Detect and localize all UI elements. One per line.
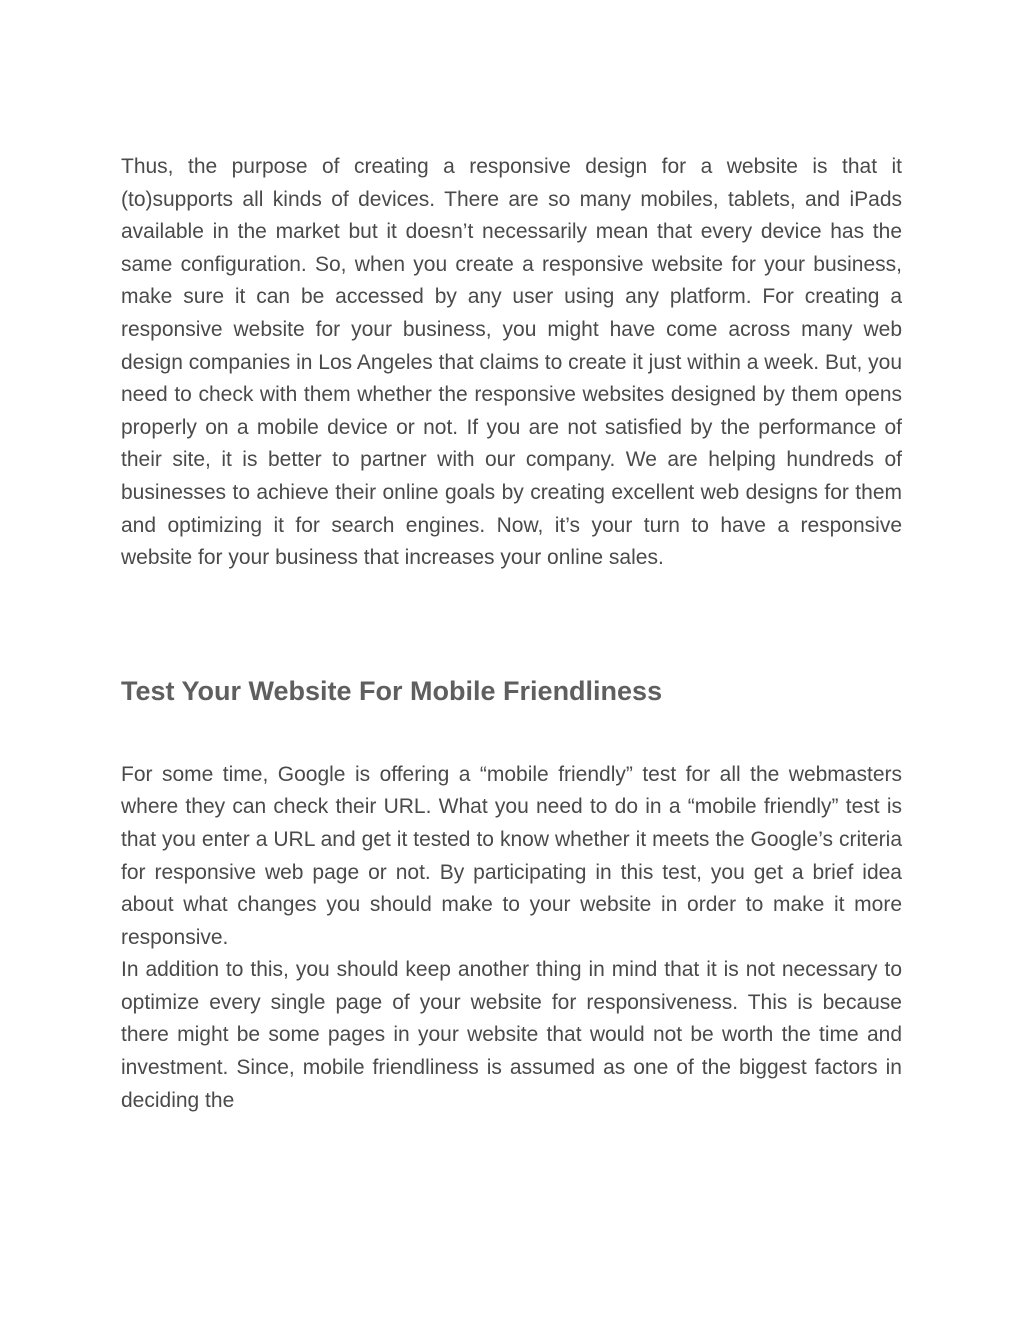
intro-paragraph: Thus, the purpose of creating a responsive design for a website is that it (to)supports all kinds of devices. There are so many mobiles, tablets, and iPads available in the market but it doesn’t necessarily mean that every device has the same configuration. So, when you create a responsive website for your business, make sure it can be accessed by any user using any platform. For creating a responsive website for your business, you might have come across many web design companies in Los Angeles that claims to create it just within a week. But, you need to check with them whether the responsive websites designed by them opens properly on a mobile device or not. If you are not satisfied by the performance of their site, it is better to partner with our company. We are helping hundreds of businesses to achieve their online goals by creating excellent web designs for them and optimizing it for search engines. Now, it’s your turn to have a responsive website for your business that increases your online sales. bbox=[121, 155, 902, 570]
section-heading: Test Your Website For Mobile Friendliness bbox=[121, 675, 663, 706]
section-paragraph-2: In addition to this, you should keep another thing in mind that it is not necessary to optimize every single page of your website for responsiveness. This is because there might be some pages in your website that would not be worth the time and investment. Since, mobile friendliness is assumed as one of the biggest factors in deciding the bbox=[121, 958, 902, 1112]
section-body bbox=[121, 759, 902, 1118]
section-paragraph-1: For some time, Google is offering a “mobile friendly” test for all the webmasters where they can check their URL. What you need to do in a “mobile friendly” test is that you enter a URL and get it tested to know whether it meets the Google’s criteria for responsive web page or not. By participating in this test, you get a brief idea about what changes you should make to your website in order to make it more responsive. bbox=[121, 762, 902, 949]
document-content bbox=[121, 151, 902, 1117]
